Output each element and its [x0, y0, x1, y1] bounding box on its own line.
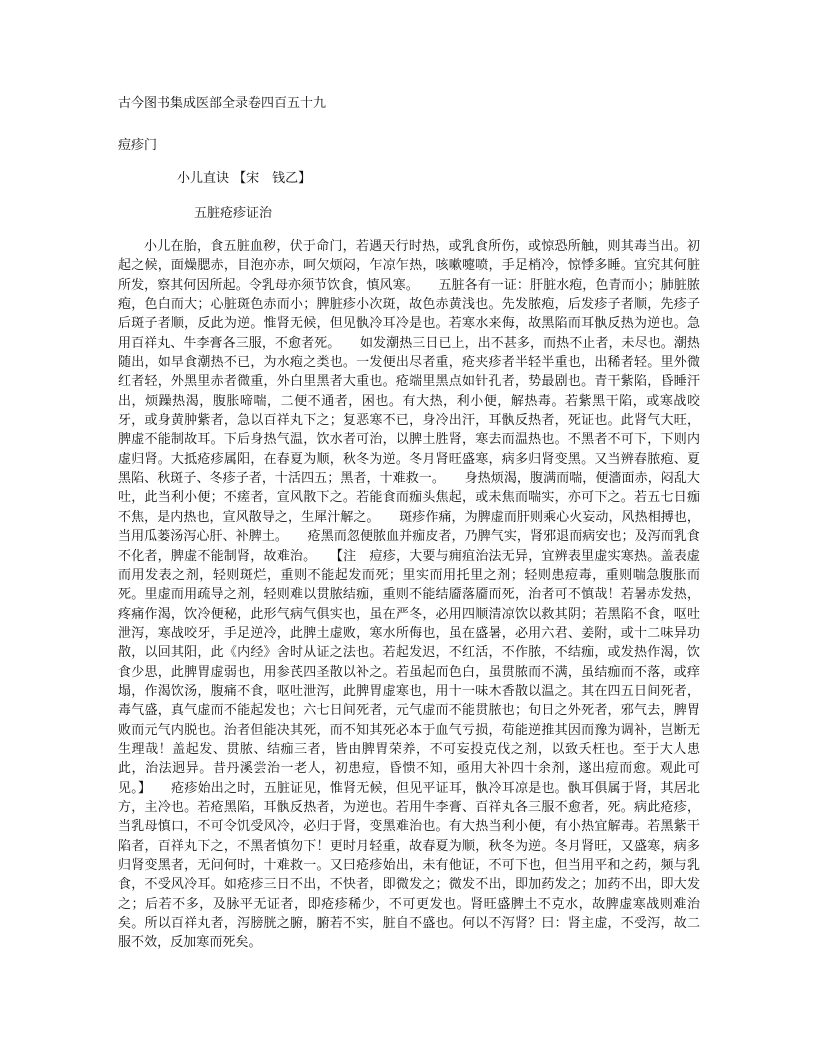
document-title: 古今图书集成医部全录卷四百五十九 [118, 96, 327, 111]
chapter-heading: 五脏疮疹证治 [194, 206, 273, 221]
body-paragraph: 小儿在胎，食五脏血秽，伏于命门，若遇天行时热，或乳食所伤，或惊恐所触，则其毒当出。初起之候，面燥腮赤，目泡亦赤，呵欠烦闷，乍凉乍热，咳嗽嚏喷，手足梢冷，惊悸多睡。宜究其何脏所发，察其何因所起。令乳母亦须节饮食，慎风寒。 五脏各有一证：肝脏水疱，色青而小；肺脏脓疱，色白而大；心脏斑色赤而小；脾脏疹小次斑，故色赤黄浅也。先发脓疱，后发疹子者顺，先疹子后斑子者顺，反此为逆。惟肾无候，但见骫冷耳冷是也。若寒水来侮，故黑陷而耳骫反热为逆也。急用百祥丸、牛李膏各三服，不愈者死。 如发潮热三日已上，出不甚多，而热不止者，未尽也。潮热随出，如早食潮热不已，为水疱之类也。一发便出尽者重，疮夹疹者半轻半重也，出稀者轻。里外微红者轻，外黑里赤者微重，外白里黑者大重也。疮端里黑点如针孔者，势最剧也。青干紫陷，昏睡汗出，烦躁热渴，腹胀啼喘，二便不通者，困也。有大热，利小便，解热毒。若紫黑干陷，或寒战咬牙，或身黄肿紫者，急以百祥丸下之；复恶寒不已，身冷出汗，耳骫反热者，死证也。此肾气大旺，脾虚不能制故耳。下后身热气温，饮水者可治，以脾土胜肾，寒去而温热也。不黑者不可下，下则内虚归肾。大抵疮疹属阳，在春夏为顺，秋冬为逆。冬月肾旺盛寒，病多归肾变黑。又当辨春脓疱、夏黑陷、秋斑子、冬疹子者，十活四五；黑者，十难救一。 身热烦渴，腹满而喘，便濇面赤，闷乱大吐，此当利小便；不瘥者，宣风散下之。若能食而痂头焦起，或未焦而喘实，亦可下之。若五七日痂不焦，是内热也，宣风散导之，生犀汁解之。 斑疹作痛，为脾虚而肝则乘心火妄动，风热相搏也，当用瓜蒌汤泻心肝、补脾土。 疮黑而忽便脓血并痂皮者，乃脾气实，肾邪退而病安也；及泻而乳食不化者，脾虚不能制肾，故难治。 【注 痘疹，大要与痈疽治法无异，宜辨表里虚实寒热。盖表虚而用发表之剂，轻则斑烂，重则不能起发而死；里实而用托里之剂；轻则患痘毒，重则喘急腹胀而死。里虚而用疏导之剂，轻则难以贯脓结痂，重则不能结靥落靥而死，治者可不慎哉！若暑赤发热，疼痛作渴，饮冷便秘，此形气病气俱实也，虽在严冬，必用四顺清凉饮以救其阴；若黑陷不食，呕吐泄泻，寒战咬牙，手足逆冷，此脾土虚败，寒水所侮也，虽在盛暑，必用六君、姜附，或十二味异功散，以回其阳，此《内经》舍时从证之法也。若起发迟，不红活，不作脓，不结痂，或发热作渴，饮食少思，此脾胃虚弱也，用参芪四圣散以补之。若虽起而色白，虽贯脓而不满，虽结痂而不落，或痒塌，作渴饮汤，腹痛不食，呕吐泄泻，此脾胃虚寒也，用十一味木香散以温之。其在四五日间死者，毒气盛，真气虚而不能起发也；六七日间死者，元气虚而不能贯脓也；旬日之外死者，邪气去，脾胃败而元气内脱也。治者但能决其死，而不知其死必本于血气亏损，苟能逆推其因而豫为调补，岂断无生理哉！盖起发、贯脓、结痂三者，皆由脾胃荣养，不可妄投克伐之剂，以致夭枉也。至于大人患此，治法迥异。昔丹溪尝治一老人，初患痘，昏愦不知，亟用大补四十余剂，遂出痘而愈。观此可见。】 疮疹始出之时，五脏证见，惟肾无候，但见平证耳，骫冷耳凉是也。骫耳俱属于肾，其居北方，主冷也。若疮黑陷，耳骫反热者，为逆也。若用牛李膏、百祥丸各三服不愈者，死。病此疮疹，当乳母慎口，不可令饥受风冷，必归于肾，变黑难治也。有大热当利小便，有小热宜解毒。若黑紫干陷者，百祥丸下之，不黑者慎勿下！更时月轻重，故春夏为顺，秋冬为逆。冬月肾旺，又盛寒，病多归肾变黑者，无问何时，十难救一。又曰疮疹始出，未有他证，不可下也，但当用平和之药，频与乳食，不受风冷耳。如疮疹三日不出，不快者，即微发之；微发不出，即加药发之；加药不出，即大发之；后若不多，及脉平无证者，即疮疹稀少，不可更发也。肾旺盛脾土不克水，故脾虚寒战则难治矣。所以百祥丸者，泻膀胱之腑，腑若不实，脏自不盛也。何以不泻肾？曰：肾主虚，不受泻，故二服不效，反加寒而死矣。 [118, 239, 700, 951]
section-heading: 痘疹门 [118, 138, 158, 153]
book-heading: 小儿直诀 【宋 钱乙】 [177, 171, 312, 186]
